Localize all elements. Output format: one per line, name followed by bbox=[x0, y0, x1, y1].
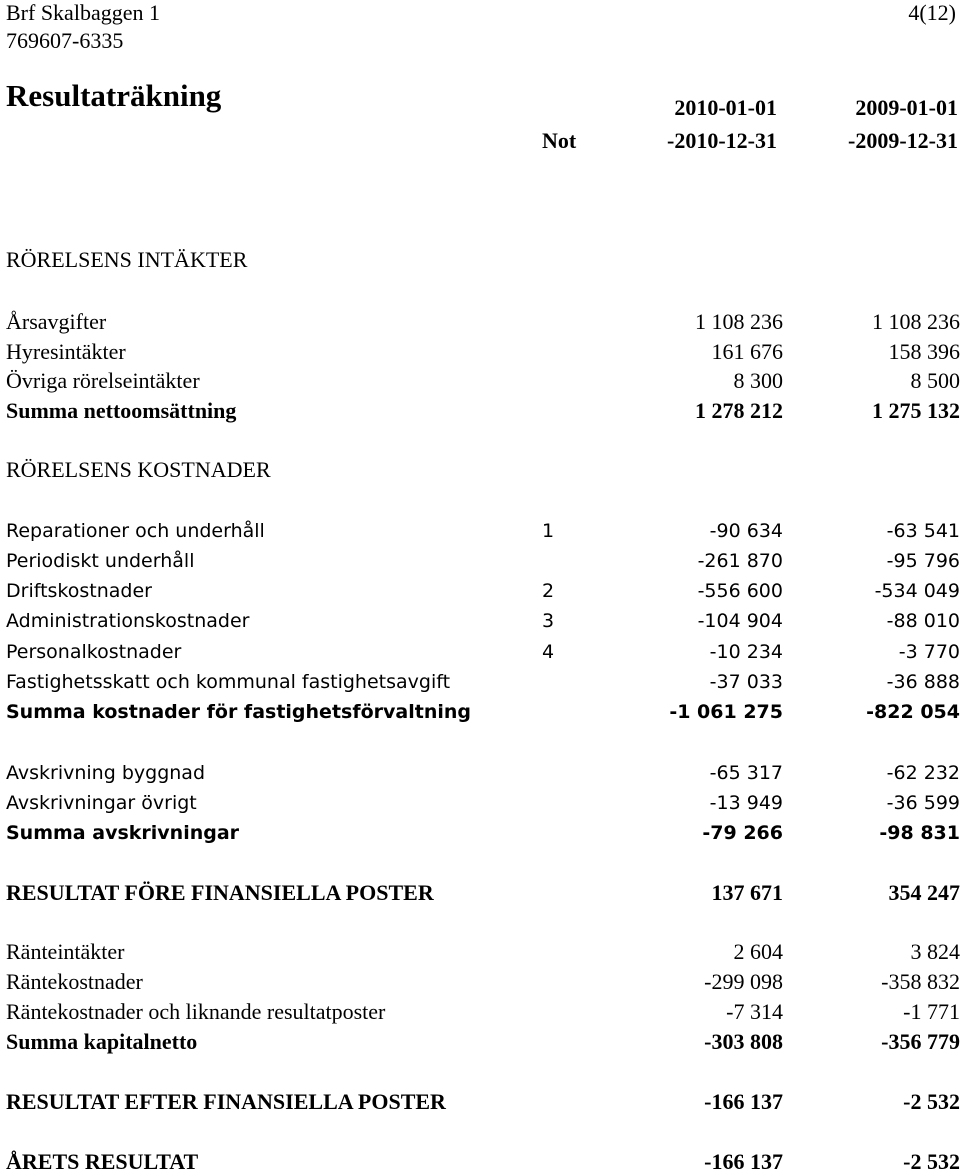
row-current-value: 137 671 bbox=[712, 879, 784, 907]
current-period-start: 2010-01-01 bbox=[674, 95, 777, 121]
income-section-heading: RÖRELSENS INTÄKTER bbox=[6, 247, 247, 273]
row-previous-value: -822 054 bbox=[866, 698, 960, 726]
row-fastighetsskatt bbox=[6, 668, 960, 696]
row-current-value: 1 108 236 bbox=[695, 308, 783, 336]
row-administrationskostnader bbox=[6, 607, 960, 635]
row-label: Övriga rörelseintäkter bbox=[6, 367, 200, 395]
row-arsavgifter bbox=[6, 308, 960, 336]
row-current-value: -261 870 bbox=[698, 547, 783, 575]
row-note: 3 bbox=[542, 607, 582, 635]
row-arets-resultat bbox=[6, 1148, 960, 1176]
row-reparationer bbox=[6, 517, 960, 545]
row-summa-nettoomsattning bbox=[6, 397, 960, 425]
page-title: Resultaträkning bbox=[6, 78, 221, 114]
row-label: Hyresintäkter bbox=[6, 338, 126, 366]
row-previous-value: -62 232 bbox=[887, 759, 960, 787]
row-label: Summa avskrivningar bbox=[6, 819, 239, 847]
row-previous-value: 3 824 bbox=[911, 938, 960, 966]
row-label: RESULTAT FÖRE FINANSIELLA POSTER bbox=[6, 879, 434, 907]
row-previous-value: -534 049 bbox=[875, 577, 960, 605]
previous-period-start: 2009-01-01 bbox=[855, 95, 958, 121]
row-current-value: 161 676 bbox=[712, 338, 784, 366]
row-label: Räntekostnader och liknande resultatposter bbox=[6, 998, 385, 1026]
row-label: ÅRETS RESULTAT bbox=[6, 1148, 198, 1176]
row-hyresintakter bbox=[6, 338, 960, 366]
row-previous-value: 8 500 bbox=[911, 367, 960, 395]
row-current-value: -303 808 bbox=[704, 1028, 783, 1056]
row-current-value: -7 314 bbox=[726, 998, 783, 1026]
row-label: Periodiskt underhåll bbox=[6, 547, 194, 575]
row-label: Avskrivningar övrigt bbox=[6, 789, 197, 817]
note-column-header: Not bbox=[542, 128, 576, 154]
row-resultat-efter-finansiella bbox=[6, 1088, 960, 1116]
row-previous-value: -98 831 bbox=[879, 819, 960, 847]
row-previous-value: 1 275 132 bbox=[872, 397, 960, 425]
row-label: Driftskostnader bbox=[6, 577, 152, 605]
page-number: 4(12) bbox=[908, 0, 956, 26]
row-label: Summa kostnader för fastighetsförvaltning bbox=[6, 698, 471, 726]
row-previous-value: 1 108 236 bbox=[872, 308, 960, 336]
row-previous-value: -2 532 bbox=[903, 1148, 960, 1176]
row-previous-value: -36 599 bbox=[887, 789, 960, 817]
row-current-value: -37 033 bbox=[710, 668, 783, 696]
row-previous-value: -356 779 bbox=[881, 1028, 960, 1056]
row-current-value: 2 604 bbox=[734, 938, 784, 966]
row-label: Reparationer och underhåll bbox=[6, 517, 265, 545]
row-previous-value: -63 541 bbox=[887, 517, 960, 545]
row-previous-value: 158 396 bbox=[889, 338, 960, 366]
row-previous-value: -1 771 bbox=[903, 998, 960, 1026]
row-summa-avskrivningar bbox=[6, 819, 960, 847]
row-current-value: -65 317 bbox=[710, 759, 783, 787]
row-current-value: -10 234 bbox=[710, 638, 783, 666]
previous-period-end: -2009-12-31 bbox=[848, 128, 958, 154]
row-current-value: -1 061 275 bbox=[669, 698, 783, 726]
row-label: Summa kapitalnetto bbox=[6, 1028, 197, 1056]
row-note: 4 bbox=[542, 638, 582, 666]
row-current-value: 1 278 212 bbox=[695, 397, 783, 425]
row-current-value: -166 137 bbox=[704, 1088, 783, 1116]
row-previous-value: -3 770 bbox=[899, 638, 960, 666]
row-personalkostnader bbox=[6, 638, 960, 666]
row-previous-value: -358 832 bbox=[881, 968, 960, 996]
costs-section-heading: RÖRELSENS KOSTNADER bbox=[6, 457, 271, 483]
row-current-value: 8 300 bbox=[734, 367, 784, 395]
row-label: Personalkostnader bbox=[6, 638, 181, 666]
row-note: 1 bbox=[542, 517, 582, 545]
row-resultat-fore-finansiella bbox=[6, 879, 960, 907]
row-label: Räntekostnader bbox=[6, 968, 143, 996]
row-rantekostnader bbox=[6, 968, 960, 996]
row-label: Årsavgifter bbox=[6, 308, 106, 336]
row-current-value: -556 600 bbox=[698, 577, 783, 605]
row-previous-value: 354 247 bbox=[889, 879, 960, 907]
current-period-end: -2010-12-31 bbox=[667, 128, 777, 154]
row-current-value: -104 904 bbox=[698, 607, 783, 635]
row-label: Summa nettoomsättning bbox=[6, 397, 236, 425]
row-label: Administrationskostnader bbox=[6, 607, 249, 635]
row-ovriga-rorelseintakter bbox=[6, 367, 960, 395]
row-avskrivningar-ovrigt bbox=[6, 789, 960, 817]
row-summa-kapitalnetto bbox=[6, 1028, 960, 1056]
row-current-value: -299 098 bbox=[704, 968, 783, 996]
row-current-value: -90 634 bbox=[710, 517, 783, 545]
row-label: Avskrivning byggnad bbox=[6, 759, 205, 787]
row-ranteintakter bbox=[6, 938, 960, 966]
row-current-value: -166 137 bbox=[704, 1148, 783, 1176]
company-name: Brf Skalbaggen 1 bbox=[6, 0, 160, 26]
row-rantekostnader-liknande bbox=[6, 998, 960, 1026]
row-previous-value: -95 796 bbox=[887, 547, 960, 575]
row-label: Fastighetsskatt och kommunal fastighetsavgift bbox=[6, 668, 450, 696]
row-note: 2 bbox=[542, 577, 582, 605]
row-previous-value: -2 532 bbox=[903, 1088, 960, 1116]
row-current-value: -79 266 bbox=[702, 819, 783, 847]
row-label: Ränteintäkter bbox=[6, 938, 125, 966]
org-number: 769607-6335 bbox=[6, 28, 123, 54]
row-current-value: -13 949 bbox=[710, 789, 783, 817]
row-previous-value: -36 888 bbox=[887, 668, 960, 696]
row-periodiskt-underhall bbox=[6, 547, 960, 575]
row-label: RESULTAT EFTER FINANSIELLA POSTER bbox=[6, 1088, 446, 1116]
row-avskrivning-byggnad bbox=[6, 759, 960, 787]
row-driftskostnader bbox=[6, 577, 960, 605]
row-previous-value: -88 010 bbox=[887, 607, 960, 635]
row-summa-kostnader bbox=[6, 698, 960, 726]
